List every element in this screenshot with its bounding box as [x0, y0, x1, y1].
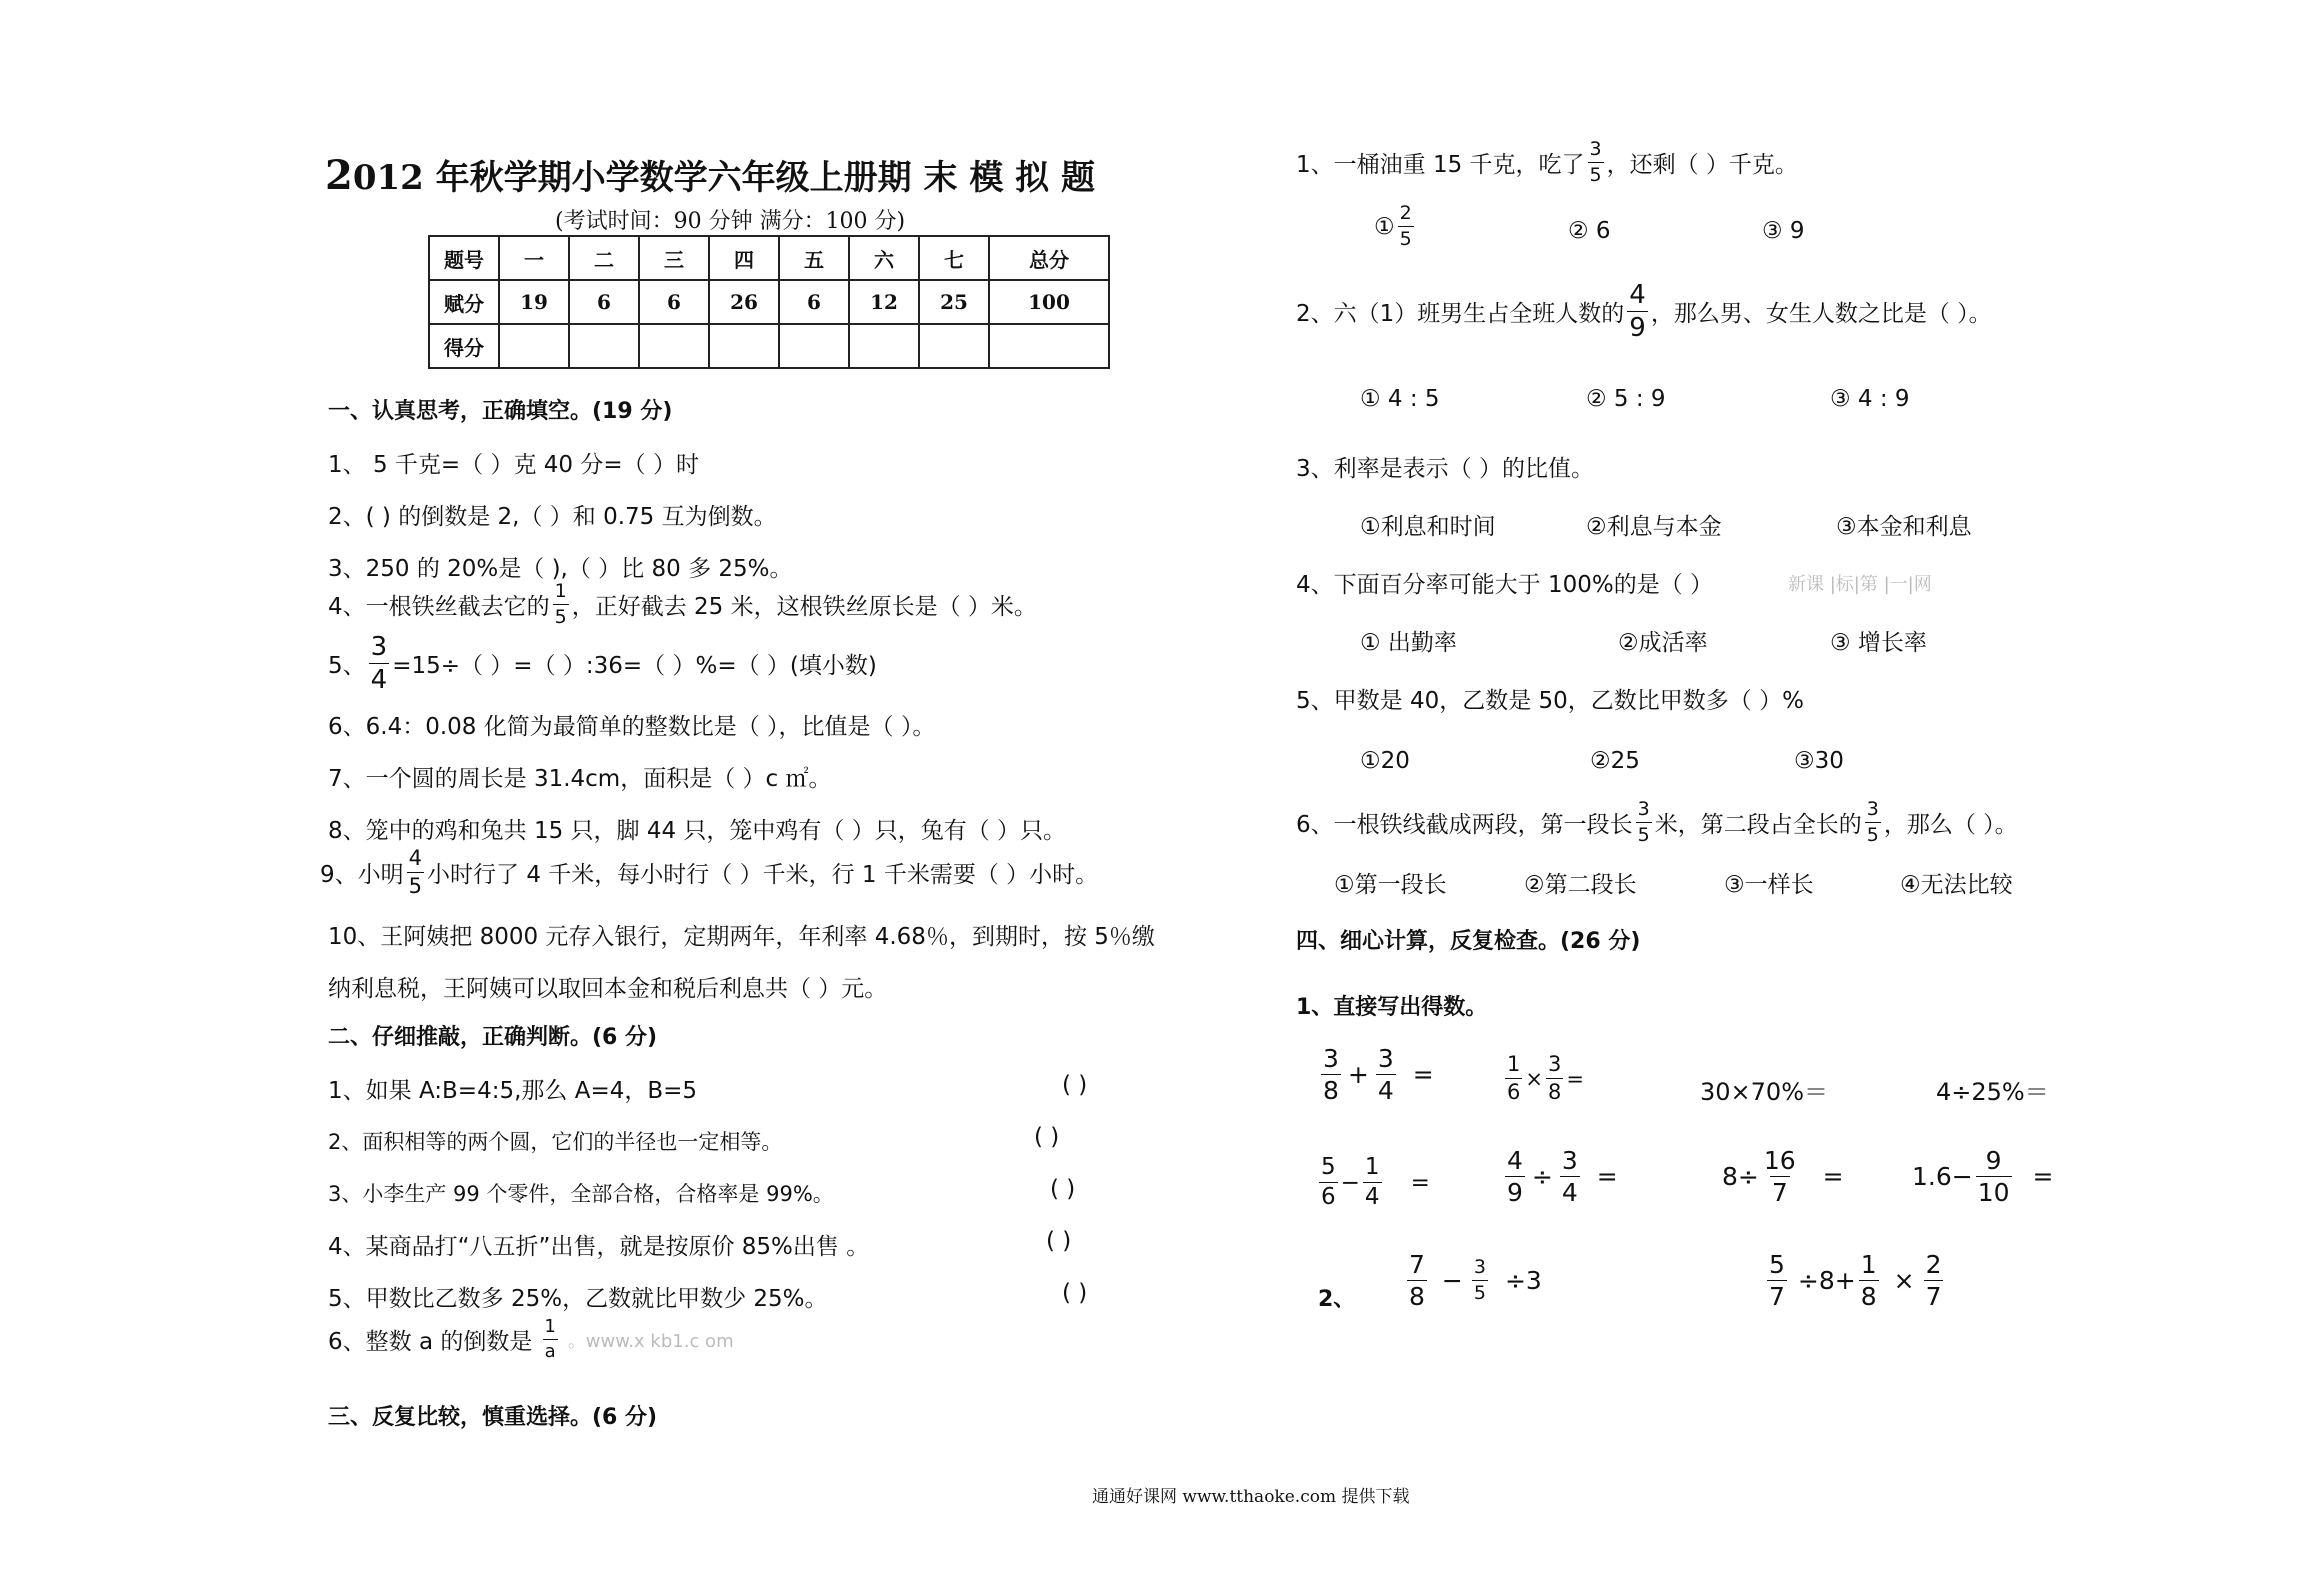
- answer-paren[interactable]: ( ): [1046, 1228, 1072, 1254]
- s3-q3-option-2[interactable]: ②利息与本金: [1586, 514, 1722, 540]
- s3-q5-option-2[interactable]: ②25: [1590, 748, 1640, 774]
- s2-question-6: 6、整数 a 的倒数是 $\frac{1}{a}$ 。www.x kb1.c om: [328, 1316, 734, 1362]
- s3-q1-option-1[interactable]: ① $\frac{2}{5}$: [1374, 202, 1412, 250]
- section-4-sub-2: 2、: [1318, 1287, 1356, 1312]
- s3-q6-option-3[interactable]: ③一样长: [1724, 872, 1814, 898]
- table-cell: 总分: [989, 236, 1109, 280]
- s3-q2-option-2[interactable]: ② 5 : 9: [1586, 386, 1666, 412]
- s3-question-5: 5、甲数是 40，乙数是 50，乙数比甲数多（ ）%: [1296, 688, 1804, 714]
- table-row: [429, 280, 1109, 324]
- s3-q5-option-1[interactable]: ①20: [1360, 748, 1410, 774]
- s1-question-8: 8、笼中的鸡和兔共 15 只，脚 44 只，笼中鸡有（ ）只，兔有（ ）只。: [328, 818, 1067, 844]
- s1-question-5: 5、 $\frac{3}{4}$ =15÷（ ）=（ ）:36=（ ）%=（ ）(填小数): [328, 632, 877, 695]
- s1-question-10: 10、王阿姨把 8000 元存入银行，定期两年，年利率 4.68％，到期时，按 5％缴: [328, 924, 1155, 950]
- section-2-title: 二、仔细推敲，正确判断。(6 分): [328, 1025, 658, 1050]
- fraction: $\frac{3}{5}$: [1473, 1256, 1486, 1304]
- calc-item: $\frac{5}{6}$ − $\frac{1}{4}$ =: [1321, 1154, 1430, 1210]
- score-table: [428, 235, 1110, 369]
- table-cell: 一: [499, 236, 569, 280]
- score-input-cell[interactable]: [919, 324, 989, 368]
- calc-item: $\frac{1}{6}$ × $\frac{3}{8}$ =: [1507, 1052, 1584, 1104]
- fraction: $\frac{3}{8}$: [1323, 1044, 1339, 1105]
- table-cell: 六: [849, 236, 919, 280]
- table-cell: 题号: [429, 236, 499, 280]
- footer-credit: 通通好课网 www.tthaoke.com 提供下载: [1092, 1487, 1410, 1507]
- watermark-text: 新课 |标|第 |一|网: [1788, 574, 1932, 595]
- table-cell: 赋分: [429, 280, 499, 324]
- s3-q6-option-1[interactable]: ①第一段长: [1334, 872, 1447, 898]
- answer-paren[interactable]: ( ): [1062, 1072, 1088, 1098]
- score-input-cell[interactable]: [989, 324, 1109, 368]
- table-cell: 七: [919, 236, 989, 280]
- s3-q2-option-3[interactable]: ③ 4 : 9: [1830, 386, 1910, 412]
- s2-question-2: 2、面积相等的两个圆，它们的半径也一定相等。: [328, 1130, 783, 1154]
- table-cell: 四: [709, 236, 779, 280]
- calc-item: 8÷ $\frac{16}{7}$ =: [1722, 1146, 1844, 1207]
- fraction: $\frac{4}{9}$: [1507, 1146, 1523, 1207]
- fraction: $\frac{3}{4}$: [1377, 1044, 1394, 1105]
- table-cell: 得分: [429, 324, 499, 368]
- s1-question-4: 4、一根铁丝截去它的 $\frac{1}{5}$ ，正好截去 25 米，这根铁丝原长是（ ）米。: [328, 580, 1037, 628]
- fraction: $\frac{7}{8}$: [1409, 1250, 1425, 1311]
- fraction: $\frac{3}{5}$: [1866, 798, 1879, 846]
- s2-question-1: 1、如果 A:B=4:5,那么 A=4，B=5: [328, 1078, 698, 1104]
- section-4-sub-1: 1、直接写出得数。: [1296, 995, 1488, 1020]
- calc-item: 4÷25%＝: [1936, 1078, 2049, 1106]
- s3-question-3: 3、利率是表示（ ）的比值。: [1296, 456, 1594, 482]
- fraction: $\frac{1}{8}$: [1860, 1250, 1877, 1311]
- section-1-title: 一、认真思考，正确填空。(19 分): [328, 399, 673, 424]
- fraction: $\frac{2}{7}$: [1925, 1250, 1942, 1311]
- score-input-cell[interactable]: [499, 324, 569, 368]
- table-cell: 6: [779, 280, 849, 324]
- table-cell: 12: [849, 280, 919, 324]
- s1-question-3: 3、250 的 20%是（ ),（ ）比 80 多 25%。: [328, 556, 793, 582]
- calc-item: $\frac{3}{8}$ + $\frac{3}{4}$ =: [1323, 1044, 1434, 1105]
- s3-q6-option-2[interactable]: ②第二段长: [1524, 872, 1637, 898]
- fraction: $\frac{4}{5}$: [408, 846, 423, 898]
- fraction: $\frac{3}{5}$: [1589, 138, 1602, 186]
- s3-q5-option-3[interactable]: ③30: [1794, 748, 1844, 774]
- answer-paren[interactable]: ( ): [1034, 1124, 1060, 1150]
- s1-question-6: 6、6.4：0.08 化简为最简单的整数比是（ ），比值是（ ）。: [328, 714, 936, 740]
- s3-question-2: 2、六（1）班男生占全班人数的 $\frac{4}{9}$ ，那么男、女生人数之比是（ ）。: [1296, 280, 1992, 343]
- table-cell: 二: [569, 236, 639, 280]
- score-input-cell[interactable]: [849, 324, 919, 368]
- s1-question-1: 1、 5 千克=（ ）克 40 分=（ ）时: [328, 452, 699, 478]
- fraction: $\frac{1}{5}$: [554, 580, 567, 628]
- s3-q6-option-4[interactable]: ④无法比较: [1900, 872, 2013, 898]
- page-subtitle: (考试时间：90 分钟 满分：100 分): [555, 209, 906, 234]
- table-cell: 26: [709, 280, 779, 324]
- score-input-cell[interactable]: [639, 324, 709, 368]
- score-input-cell[interactable]: [779, 324, 849, 368]
- fraction: $\frac{5}{7}$: [1769, 1250, 1785, 1311]
- calc-item: $\frac{5}{7}$ ÷8+ $\frac{1}{8}$ × $\frac{2}{7}$: [1769, 1250, 1942, 1311]
- fraction: $\frac{5}{6}$: [1321, 1154, 1336, 1210]
- answer-paren[interactable]: ( ): [1050, 1176, 1076, 1202]
- s3-q3-option-3[interactable]: ③本金和利息: [1836, 514, 1972, 540]
- section-3-title: 三、反复比较，慎重选择。(6 分): [328, 1405, 658, 1430]
- fraction: $\frac{9}{10}$: [1977, 1146, 2010, 1207]
- fraction: $\frac{3}{5}$: [1637, 798, 1650, 846]
- section-4-title: 四、细心计算，反复检查。(26 分): [1296, 929, 1641, 954]
- fraction: $\frac{3}{4}$: [370, 632, 388, 695]
- s2-question-5: 5、甲数比乙数多 25%，乙数就比甲数少 25%。: [328, 1286, 828, 1312]
- s1-question-9: 9、小明 $\frac{4}{5}$ 小时行了 4 千米，每小时行（ ）千米，行 1 千米需要（ ）小时。: [320, 846, 1099, 898]
- table-row: [429, 324, 1109, 368]
- calc-item: 30×70%＝: [1700, 1078, 1828, 1106]
- table-cell: 五: [779, 236, 849, 280]
- calc-item: $\frac{7}{8}$ − $\frac{3}{5}$ ÷3: [1409, 1250, 1542, 1311]
- fraction: $\frac{16}{7}$: [1763, 1146, 1796, 1207]
- s3-question-4: 4、下面百分率可能大于 100%的是（ ）: [1296, 572, 1714, 598]
- fraction: $\frac{2}{5}$: [1399, 202, 1412, 250]
- s2-question-4: 4、某商品打“八五折”出售，就是按原价 85%出售 。: [328, 1234, 870, 1260]
- s3-q4-option-2[interactable]: ②成活率: [1618, 630, 1708, 656]
- table-cell: 6: [639, 280, 709, 324]
- table-cell: 100: [989, 280, 1109, 324]
- page-title: 2012 年秋学期小学数学六年级上册期 末 模 拟 题: [325, 152, 1095, 199]
- calc-item: $\frac{4}{9}$ ÷ $\frac{3}{4}$ =: [1507, 1146, 1618, 1207]
- calc-item: 1.6− $\frac{9}{10}$ =: [1912, 1146, 2054, 1207]
- s3-q4-option-1[interactable]: ① 出勤率: [1360, 630, 1457, 656]
- answer-paren[interactable]: ( ): [1062, 1280, 1088, 1306]
- s3-q4-option-3[interactable]: ③ 增长率: [1830, 630, 1927, 656]
- s1-question-7: 7、一个圆的周长是 31.4cm，面积是（ ）c ㎡。: [328, 766, 832, 792]
- table-cell: 25: [919, 280, 989, 324]
- s3-q2-option-1[interactable]: ① 4 : 5: [1360, 386, 1440, 412]
- table-cell: 三: [639, 236, 709, 280]
- fraction: $\frac{1}{a}$: [544, 1316, 556, 1362]
- s1-question-10-cont: 纳利息税，王阿姨可以取回本金和税后利息共（ ）元。: [328, 976, 888, 1002]
- fraction: $\frac{1}{4}$: [1364, 1154, 1380, 1210]
- s3-q3-option-1[interactable]: ①利息和时间: [1360, 514, 1496, 540]
- watermark-text: 。www.x kb1.c om: [567, 1330, 734, 1352]
- fraction: $\frac{4}{9}$: [1629, 280, 1646, 343]
- s3-question-1: 1、一桶油重 15 千克，吃了 $\frac{3}{5}$ ，还剩（ ）千克。: [1296, 138, 1798, 186]
- s1-question-2: 2、( ) 的倒数是 2,（ ）和 0.75 互为倒数。: [328, 504, 777, 530]
- s3-q1-option-2[interactable]: ② 6: [1568, 218, 1611, 244]
- s2-question-3: 3、小李生产 99 个零件，全部合格，合格率是 99%。: [328, 1182, 834, 1206]
- table-cell: 19: [499, 280, 569, 324]
- s3-q1-option-3[interactable]: ③ 9: [1762, 218, 1805, 244]
- fraction: $\frac{1}{6}$: [1507, 1052, 1521, 1104]
- table-cell: 6: [569, 280, 639, 324]
- score-input-cell[interactable]: [569, 324, 639, 368]
- score-input-cell[interactable]: [709, 324, 779, 368]
- table-row: [429, 236, 1109, 280]
- fraction: $\frac{3}{8}$: [1547, 1052, 1562, 1104]
- fraction: $\frac{3}{4}$: [1561, 1146, 1578, 1207]
- s3-question-6: 6、一根铁线截成两段，第一段长 $\frac{3}{5}$ 米，第二段占全长的 $\frac{3}{5}$ ，那么（ ）。: [1296, 798, 2018, 846]
